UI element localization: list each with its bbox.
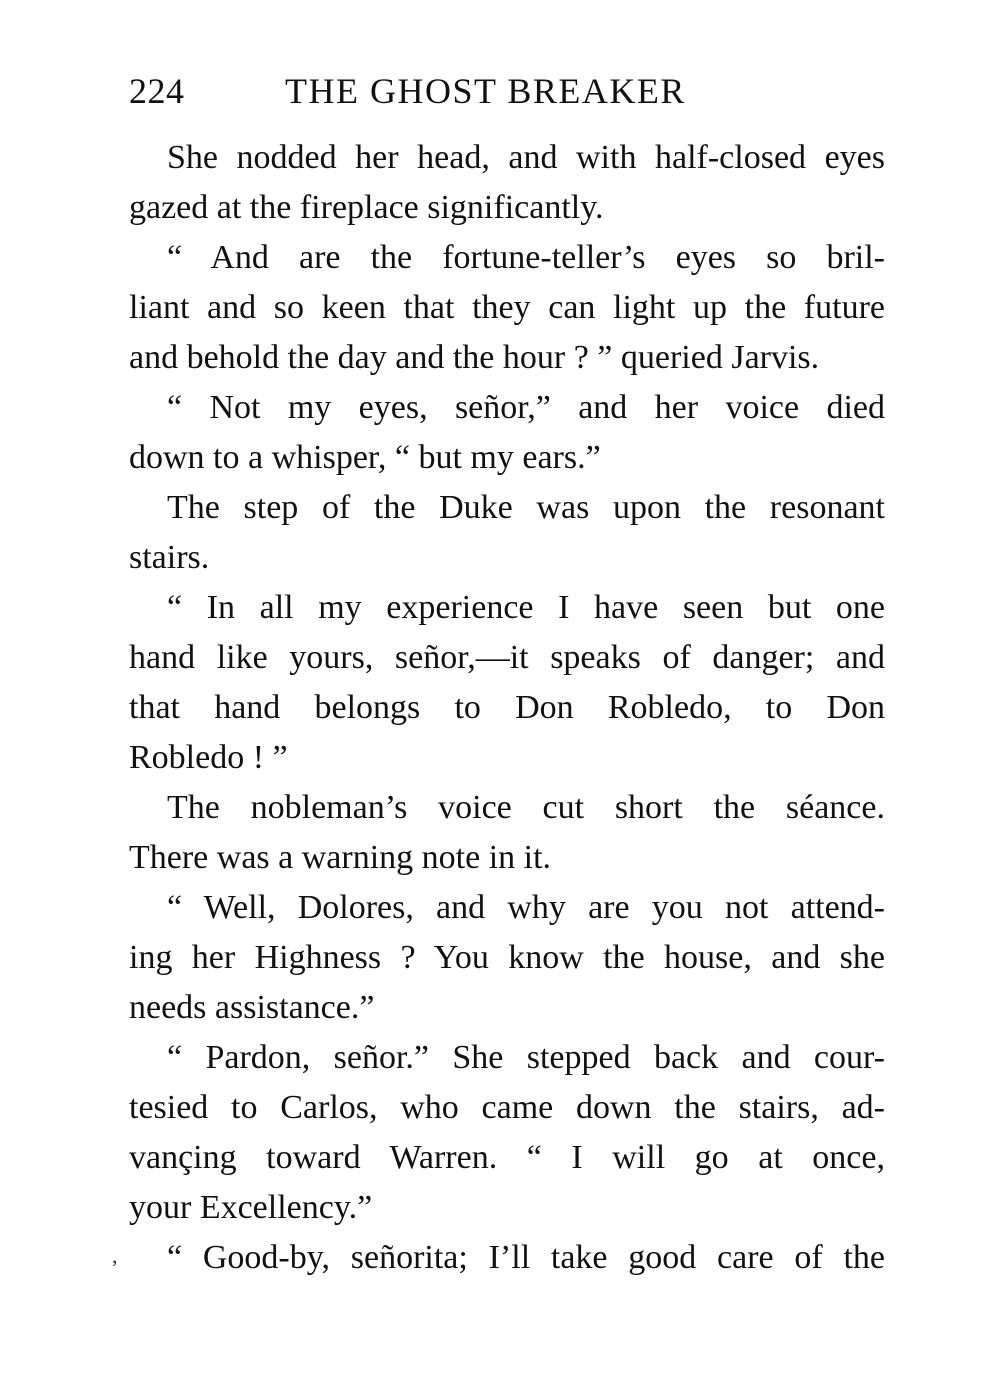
- text-line: liant and so keen that they can light up the future: [129, 289, 885, 326]
- text-line: “ Good-by, señorita; I’ll take good care of the: [167, 1239, 885, 1276]
- text-line: “ Pardon, señor.” She stepped back and cour-: [167, 1039, 885, 1076]
- margin-mark: ,: [112, 1243, 118, 1268]
- text-line: There was a warning note in it.: [129, 839, 552, 876]
- page-header: [129, 66, 889, 116]
- text-line: The nobleman’s voice cut short the séance.: [167, 789, 885, 826]
- running-title: THE GHOST BREAKER: [285, 71, 686, 111]
- text-line: down to a whisper, “ but my ears.”: [129, 439, 601, 476]
- text-line: vançing toward Warren. “ I will go at once,: [129, 1139, 885, 1176]
- text-line: gazed at the fireplace significantly.: [129, 189, 604, 226]
- text-line: stairs.: [129, 539, 210, 576]
- text-line: “ And are the fortune-teller’s eyes so bril-: [167, 239, 885, 276]
- text-line: your Excellency.”: [129, 1189, 373, 1226]
- text-line: “ In all my experience I have seen but one: [167, 589, 885, 626]
- text-line: “ Well, Dolores, and why are you not attend-: [167, 889, 885, 926]
- text-line: and behold the day and the hour ? ” queried Jarvis.: [129, 339, 820, 376]
- text-line: needs assistance.”: [129, 989, 375, 1026]
- page-number: 224: [129, 71, 185, 111]
- text-line: hand like yours, señor,—it speaks of danger; and: [129, 639, 885, 676]
- text-line: She nodded her head, and with half-closed eyes: [167, 139, 885, 176]
- text-line: ing her Highness ? You know the house, and she: [129, 939, 885, 976]
- text-line: tesied to Carlos, who came down the stairs, ad-: [129, 1089, 885, 1126]
- text-line: “ Not my eyes, señor,” and her voice died: [167, 389, 885, 426]
- text-line: Robledo ! ”: [129, 739, 288, 776]
- text-line: that hand belongs to Don Robledo, to Don: [129, 689, 885, 726]
- body-text: [129, 133, 885, 1283]
- text-line: The step of the Duke was upon the resonant: [167, 489, 885, 526]
